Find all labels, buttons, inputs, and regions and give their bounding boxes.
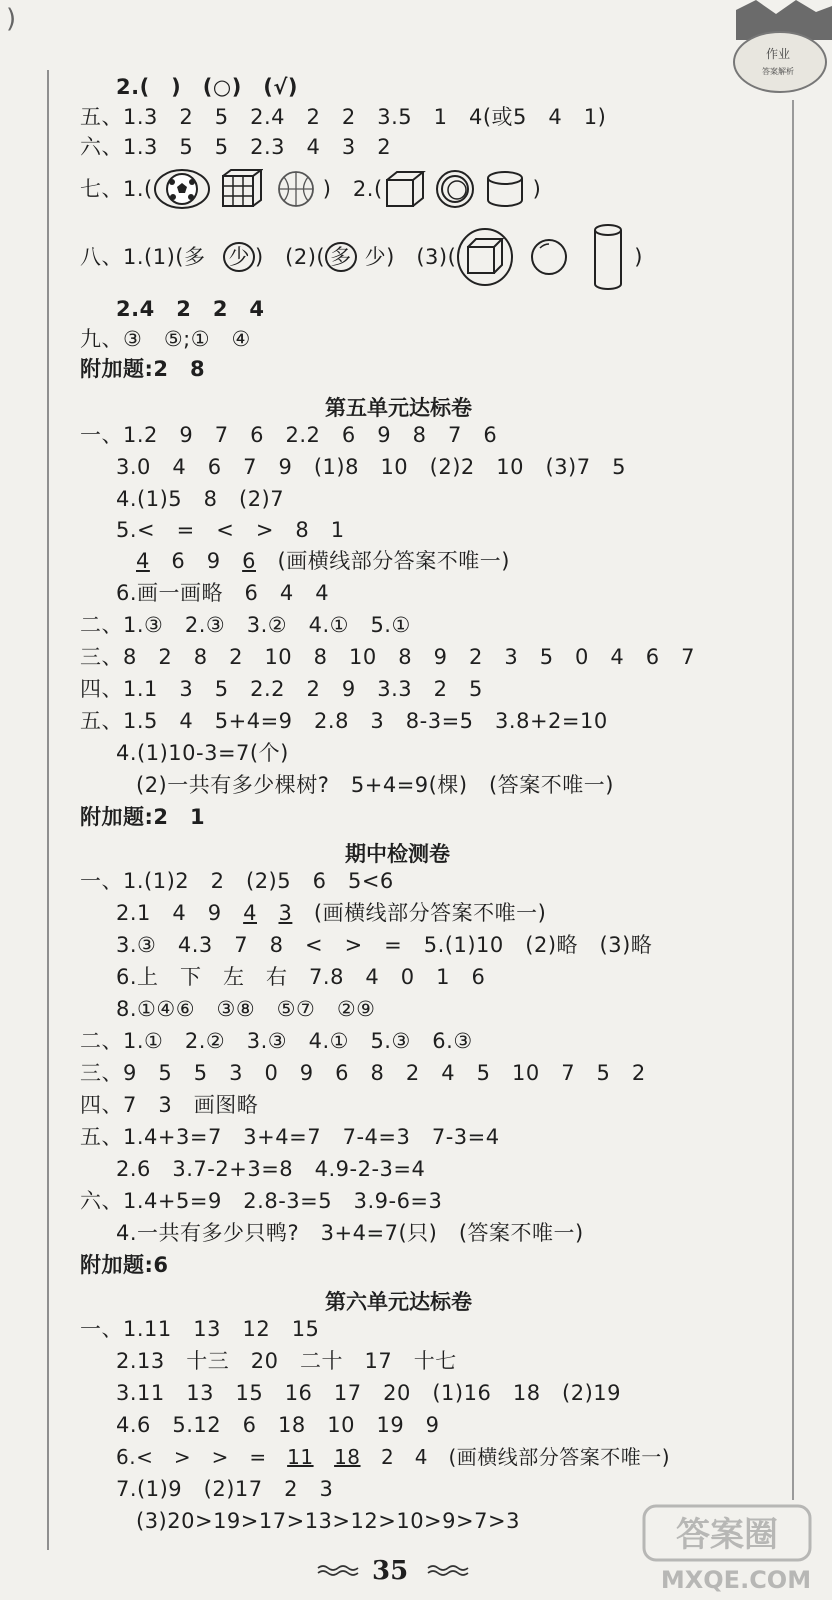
row-seven	[80, 168, 541, 210]
answer-line: 4.一共有多少只鸭? 3+4=7(只) (答案不唯一)	[116, 1221, 584, 1245]
wave-ornament-left	[316, 1564, 364, 1576]
answer-line: 五、1.4+3=7 3+4=7 7-4=3 7-3=4	[80, 1125, 500, 1149]
answer-line: )	[634, 245, 643, 269]
answer-line: 3.0 4 6 7 9 (1)8 10 (2)2 10 (3)7 5	[116, 455, 626, 479]
answer-line: 3.③ 4.3 7 8 < > = 5.(1)10 (2)略 (3)略	[116, 933, 653, 957]
watermark-url: MXQE.COM	[660, 1566, 812, 1594]
answer-line: )	[532, 177, 542, 201]
tall-cylinder-icon	[588, 222, 628, 292]
underlined-answers	[136, 548, 510, 574]
answer-line: 一、1.2 9 7 6 2.2 6 9 8 7 6	[80, 423, 498, 447]
answer-line: 二、1.① 2.② 3.③ 4.① 5.③ 6.③	[80, 1029, 473, 1053]
answer-line: 七、1.(	[80, 177, 153, 201]
answer-line: ) (2)(	[254, 245, 326, 269]
answer-line: 六、1.3 5 5 2.3 4 3 2	[80, 135, 392, 159]
page-number: 35	[372, 1556, 409, 1586]
answer-line: 2.13 十三 20 二十 17 十七	[116, 1349, 457, 1373]
value: 6.< > > =	[116, 1445, 267, 1469]
answer-line: 4.6 5.12 6 18 10 19 9	[116, 1413, 440, 1437]
note: (画横线部分答案不唯一)	[313, 901, 547, 925]
sphere-icon	[526, 234, 572, 280]
answer-line: 7.(1)9 (2)17 2 3	[116, 1477, 334, 1501]
section-heading: 期中检测卷	[345, 842, 450, 866]
circled-answer-shao: 少	[223, 242, 255, 272]
section-heading: 第五单元达标卷	[325, 396, 472, 420]
value: 6	[171, 549, 186, 573]
circled-answer-duo: 多	[325, 242, 357, 272]
answer-line: 三、9 5 5 3 0 9 6 8 2 4 5 10 7 5 2	[80, 1061, 646, 1085]
underlined-value: 6	[242, 549, 256, 573]
answer-line: 2.( ) (○) (√)	[116, 75, 299, 99]
cube-icon	[383, 168, 427, 210]
answer-line: 八、1.(1)(多	[80, 245, 206, 269]
wave-ornament-right	[426, 1564, 474, 1576]
answer-line: 四、7 3 画图略	[80, 1093, 259, 1117]
underlined-value: 4	[136, 549, 150, 573]
cube-in-circle-icon	[456, 227, 514, 287]
underlined-answers	[116, 1444, 670, 1470]
answer-line: 4.(1)5 8 (2)7	[116, 487, 285, 511]
bonus-line: 附加题:2 1	[80, 805, 206, 829]
answer-line: (3)20>19>17>13>12>10>9>7>3	[136, 1509, 520, 1533]
answer-line: 五、1.3 2 5 2.4 2 2 3.5 1 4(或5 4 1)	[80, 105, 607, 129]
bracket-mark: )	[6, 4, 17, 34]
ring-icon	[433, 168, 477, 210]
value: 2 4 (画横线部分答案不唯一)	[381, 1445, 671, 1469]
answer-line: 2.4 2 2 4	[116, 297, 265, 321]
note: (画横线部分答案不唯一)	[277, 549, 510, 573]
underlined-value: 4	[243, 901, 257, 925]
answer-line: 一、1.(1)2 2 (2)5 6 5<6	[80, 869, 394, 893]
answer-line: 2.6 3.7-2+3=8 4.9-2-3=4	[116, 1157, 426, 1181]
badge-text-1: 作业	[765, 47, 791, 61]
answer-line: 四、1.1 3 5 2.2 2 9 3.3 2 5	[80, 677, 483, 701]
answer-line: ) 2.(	[322, 177, 383, 201]
value: 2.1 4 9	[116, 901, 222, 925]
answer-line: 九、③ ⑤;① ④	[80, 327, 251, 351]
underlined-value: 3	[278, 901, 293, 925]
answer-line: 6.上 下 左 右 7.8 4 0 1 6	[116, 965, 486, 989]
underlined-answers	[116, 900, 546, 926]
answer-line: 六、1.4+5=9 2.8-3=5 3.9-6=3	[80, 1189, 443, 1213]
badge-text-2: 答案解析	[762, 67, 794, 76]
section-heading: 第六单元达标卷	[325, 1290, 472, 1314]
row-eight	[80, 222, 643, 292]
bonus-line: 附加题:6	[80, 1253, 169, 1277]
underlined-value: 11	[287, 1445, 314, 1469]
answer-line: 少) (3)(	[364, 245, 457, 269]
cylinder-icon	[483, 168, 527, 210]
value: 9	[206, 549, 221, 573]
right-margin-line	[792, 100, 794, 1500]
left-margin-line	[47, 70, 49, 1550]
underlined-value: 18	[334, 1445, 361, 1469]
answer-line: 一、1.11 13 12 15	[80, 1317, 320, 1341]
watermark-logo	[620, 1500, 820, 1596]
watermark-text: 答案圈	[676, 1515, 778, 1555]
rubiks-cube-icon	[217, 168, 263, 210]
answer-line: (2)一共有多少棵树? 5+4=9(棵) (答案不唯一)	[136, 773, 614, 797]
soccer-ball-icon	[153, 168, 211, 210]
answer-line: 3.11 13 15 16 17 20 (1)16 18 (2)19	[116, 1381, 622, 1405]
answer-line: 5.< = < > 8 1	[116, 518, 345, 542]
answer-line: 三、8 2 8 2 10 8 10 8 9 2 3 5 0 4 6 7	[80, 645, 695, 669]
answer-line: 6.画一画略 6 4 4	[116, 581, 330, 605]
answer-line: 4.(1)10-3=7(个)	[116, 741, 289, 765]
answer-line: 二、1.③ 2.③ 3.② 4.① 5.①	[80, 613, 411, 637]
bonus-line: 附加题:2 8	[80, 357, 206, 381]
corner-badge-logo	[716, 0, 832, 100]
basketball-icon	[273, 168, 319, 210]
answer-line: 五、1.5 4 5+4=9 2.8 3 8-3=5 3.8+2=10	[80, 709, 608, 733]
answer-line: 8.①④⑥ ③⑧ ⑤⑦ ②⑨	[116, 997, 376, 1021]
